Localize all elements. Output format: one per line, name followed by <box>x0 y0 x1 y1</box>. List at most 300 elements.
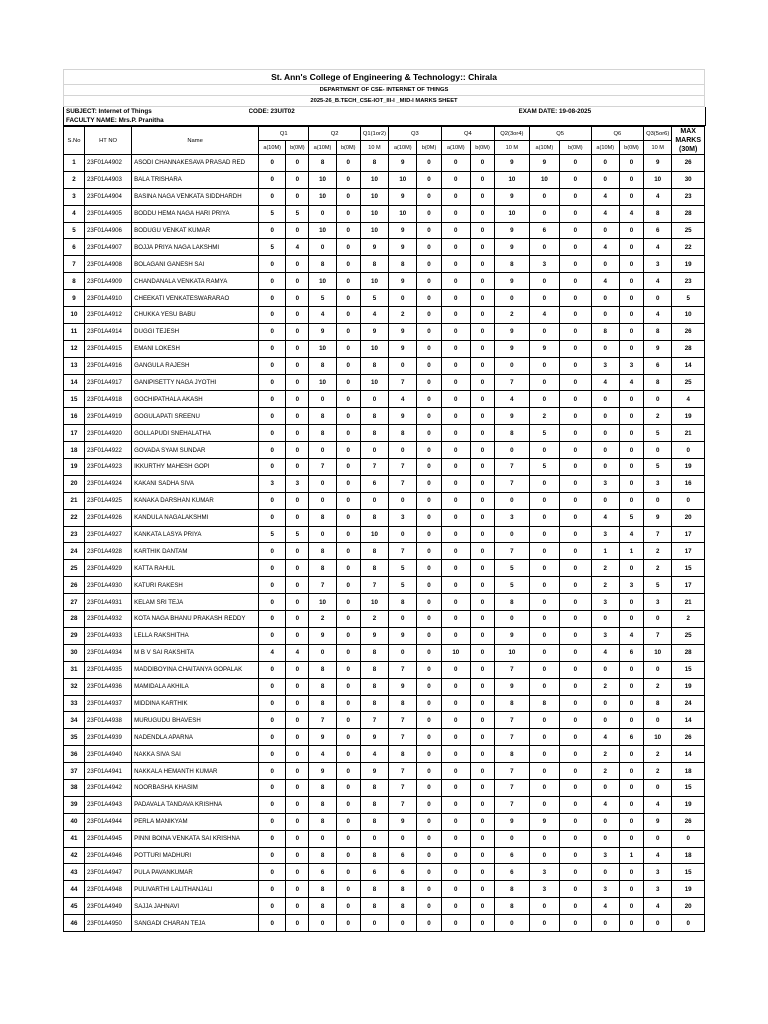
mark-cell: 0 <box>529 796 559 813</box>
mark-cell: 3 <box>619 577 643 594</box>
table-row <box>64 881 705 898</box>
mark-cell: 0 <box>495 830 530 847</box>
mark-cell: 0 <box>259 864 286 881</box>
mark-cell: 8 <box>389 594 417 611</box>
mark-cell: 8 <box>309 847 336 864</box>
table-row <box>64 239 705 256</box>
mark-cell: 0 <box>336 475 360 492</box>
sno-cell: 33 <box>64 695 85 712</box>
mark-cell: 3 <box>286 475 309 492</box>
mark-cell: 0 <box>591 391 619 408</box>
mark-cell: 10 <box>309 374 336 391</box>
mark-cell: 0 <box>529 509 559 526</box>
mark-cell: 0 <box>470 796 494 813</box>
mark-cell: 0 <box>441 290 470 307</box>
student-name-cell: MAMIDALA AKHILA <box>132 678 259 695</box>
mark-cell: 6 <box>529 222 559 239</box>
mark-cell: 0 <box>336 391 360 408</box>
sno-cell: 14 <box>64 374 85 391</box>
mark-cell: 0 <box>619 779 643 796</box>
mark-cell: 8 <box>644 374 672 391</box>
mark-cell: 0 <box>529 391 559 408</box>
mark-cell: 6 <box>360 475 388 492</box>
sno-cell: 3 <box>64 188 85 205</box>
mark-cell: 4 <box>286 239 309 256</box>
student-name-cell: KELAM SRI TEJA <box>132 594 259 611</box>
mark-cell: 0 <box>286 560 309 577</box>
mark-cell: 0 <box>441 678 470 695</box>
mark-cell: 0 <box>619 155 643 172</box>
mark-cell: 8 <box>360 357 388 374</box>
mark-cell: 0 <box>619 763 643 780</box>
mark-cell: 7 <box>495 661 530 678</box>
mark-cell: 0 <box>259 391 286 408</box>
mark-cell: 0 <box>259 374 286 391</box>
mark-cell: 9 <box>495 340 530 357</box>
mark-cell: 0 <box>336 779 360 796</box>
sno-cell: 5 <box>64 222 85 239</box>
mark-cell: 10 <box>309 188 336 205</box>
mark-cell: 0 <box>560 847 591 864</box>
col-sno: S.No <box>64 127 85 155</box>
table-row <box>64 425 705 442</box>
mark-cell: 0 <box>470 155 494 172</box>
mark-cell: 9 <box>360 763 388 780</box>
sno-cell: 16 <box>64 408 85 425</box>
mark-cell: 0 <box>441 509 470 526</box>
mark-cell: 2 <box>360 611 388 628</box>
col-q2-b: b(0M) <box>336 141 360 155</box>
mark-cell: 6 <box>389 864 417 881</box>
exam-line: 2025-26_B.TECH_CSE-IOT_III-I _MID-I MARKS SHEET <box>64 96 705 107</box>
total-marks-cell: 19 <box>672 796 705 813</box>
student-name-cell: PADAVALA TANDAVA KRISHNA <box>132 796 259 813</box>
sno-cell: 25 <box>64 560 85 577</box>
mark-cell: 0 <box>470 898 494 915</box>
mark-cell: 9 <box>389 813 417 830</box>
mark-cell: 3 <box>591 357 619 374</box>
mark-cell: 8 <box>309 678 336 695</box>
mark-cell: 8 <box>360 543 388 560</box>
mark-cell: 0 <box>619 881 643 898</box>
sno-cell: 32 <box>64 678 85 695</box>
mark-cell: 0 <box>495 492 530 509</box>
mark-cell: 0 <box>441 746 470 763</box>
student-name-cell: NOORBASHA KHASIM <box>132 779 259 796</box>
mark-cell: 7 <box>389 729 417 746</box>
mark-cell: 0 <box>560 881 591 898</box>
mark-cell: 0 <box>417 779 441 796</box>
mark-cell: 0 <box>286 408 309 425</box>
htno-cell: 23F01A4950 <box>84 915 131 932</box>
mark-cell: 10 <box>309 273 336 290</box>
sno-cell: 19 <box>64 459 85 476</box>
col-q1or2-total: 10 M <box>360 141 388 155</box>
mark-cell: 0 <box>529 678 559 695</box>
student-name-cell: BOJJA PRIYA NAGA LAKSHMI <box>132 239 259 256</box>
sno-cell: 4 <box>64 205 85 222</box>
mark-cell: 8 <box>360 898 388 915</box>
mark-cell: 9 <box>495 323 530 340</box>
mark-cell: 0 <box>470 779 494 796</box>
mark-cell: 0 <box>591 290 619 307</box>
col-q4-b: b(0M) <box>470 141 494 155</box>
student-name-cell: KATURI RAKESH <box>132 577 259 594</box>
mark-cell: 0 <box>286 779 309 796</box>
table-row <box>64 695 705 712</box>
mark-cell: 0 <box>417 492 441 509</box>
mark-cell: 8 <box>360 796 388 813</box>
table-row <box>64 340 705 357</box>
mark-cell: 0 <box>259 611 286 628</box>
mark-cell: 0 <box>470 712 494 729</box>
mark-cell: 0 <box>259 408 286 425</box>
sno-cell: 30 <box>64 644 85 661</box>
col-q6-a: a(10M) <box>591 141 619 155</box>
table-row <box>64 256 705 273</box>
mark-cell: 4 <box>644 796 672 813</box>
mark-cell: 0 <box>591 155 619 172</box>
table-row <box>64 644 705 661</box>
student-name-cell: GOLLAPUDI SNEHALATHA <box>132 425 259 442</box>
mark-cell: 0 <box>591 611 619 628</box>
mark-cell: 8 <box>360 560 388 577</box>
mark-cell: 0 <box>560 678 591 695</box>
mark-cell: 0 <box>619 915 643 932</box>
mark-cell: 0 <box>417 712 441 729</box>
table-row <box>64 459 705 476</box>
mark-cell: 0 <box>286 796 309 813</box>
sno-cell: 23 <box>64 526 85 543</box>
mark-cell: 0 <box>529 644 559 661</box>
mark-cell: 0 <box>560 779 591 796</box>
mark-cell: 0 <box>417 898 441 915</box>
mark-cell: 0 <box>591 408 619 425</box>
mark-cell: 2 <box>644 746 672 763</box>
total-marks-cell: 21 <box>672 594 705 611</box>
mark-cell: 8 <box>309 155 336 172</box>
mark-cell: 8 <box>309 560 336 577</box>
mark-cell: 4 <box>309 746 336 763</box>
sno-cell: 42 <box>64 847 85 864</box>
mark-cell: 9 <box>529 340 559 357</box>
mark-cell: 0 <box>417 594 441 611</box>
mark-cell: 4 <box>619 205 643 222</box>
mark-cell: 0 <box>441 594 470 611</box>
mark-cell: 8 <box>389 881 417 898</box>
mark-cell: 0 <box>259 323 286 340</box>
mark-cell: 0 <box>560 391 591 408</box>
mark-cell: 0 <box>417 627 441 644</box>
mark-cell: 0 <box>560 239 591 256</box>
col-htno: HT NO <box>84 127 131 155</box>
mark-cell: 0 <box>336 239 360 256</box>
mark-cell: 0 <box>286 273 309 290</box>
mark-cell: 0 <box>529 290 559 307</box>
mark-cell: 0 <box>441 408 470 425</box>
mark-cell: 0 <box>417 442 441 459</box>
mark-cell: 0 <box>591 442 619 459</box>
student-name-cell: PULIVARTHI LALITHANJALI <box>132 881 259 898</box>
mark-cell: 0 <box>470 222 494 239</box>
mark-cell: 7 <box>309 577 336 594</box>
mark-cell: 2 <box>591 577 619 594</box>
mark-cell: 0 <box>529 357 559 374</box>
marks-table <box>63 126 705 932</box>
mark-cell: 0 <box>560 661 591 678</box>
sno-cell: 40 <box>64 813 85 830</box>
mark-cell: 4 <box>644 239 672 256</box>
sno-cell: 13 <box>64 357 85 374</box>
mark-cell: 0 <box>470 661 494 678</box>
mark-cell: 0 <box>619 256 643 273</box>
mark-cell: 9 <box>495 813 530 830</box>
mark-cell: 0 <box>529 627 559 644</box>
htno-cell: 23F01A4937 <box>84 695 131 712</box>
mark-cell: 0 <box>470 425 494 442</box>
mark-cell: 3 <box>389 509 417 526</box>
mark-cell: 0 <box>259 188 286 205</box>
mark-cell: 10 <box>360 205 388 222</box>
student-name-cell: MURUGUDU BHAVESH <box>132 712 259 729</box>
col-q3-b: b(0M) <box>417 141 441 155</box>
mark-cell: 8 <box>360 813 388 830</box>
mark-cell: 0 <box>336 678 360 695</box>
mark-cell: 0 <box>591 915 619 932</box>
table-row <box>64 577 705 594</box>
mark-cell: 0 <box>417 864 441 881</box>
sno-cell: 46 <box>64 915 85 932</box>
mark-cell: 0 <box>470 205 494 222</box>
mark-cell: 0 <box>495 290 530 307</box>
htno-cell: 23F01A4924 <box>84 475 131 492</box>
sno-cell: 6 <box>64 239 85 256</box>
mark-cell: 8 <box>360 509 388 526</box>
mark-cell: 6 <box>619 644 643 661</box>
mark-cell: 0 <box>619 171 643 188</box>
mark-cell: 0 <box>336 171 360 188</box>
student-name-cell: SAJJA JAHNAVI <box>132 898 259 915</box>
mark-cell: 0 <box>286 442 309 459</box>
mark-cell: 0 <box>441 307 470 324</box>
mark-cell: 8 <box>360 847 388 864</box>
mark-cell: 0 <box>286 830 309 847</box>
mark-cell: 0 <box>417 678 441 695</box>
col-q3: Q3 <box>389 127 441 141</box>
mark-cell: 0 <box>591 695 619 712</box>
mark-cell: 0 <box>360 442 388 459</box>
mark-cell: 0 <box>389 357 417 374</box>
total-marks-cell: 0 <box>672 442 705 459</box>
mark-cell: 0 <box>591 813 619 830</box>
student-name-cell: GOGULAPATI SREENU <box>132 408 259 425</box>
htno-cell: 23F01A4936 <box>84 678 131 695</box>
htno-cell: 23F01A4914 <box>84 323 131 340</box>
mark-cell: 0 <box>591 864 619 881</box>
mark-cell: 0 <box>286 155 309 172</box>
col-q2-a: a(10M) <box>309 141 336 155</box>
mark-cell: 10 <box>309 171 336 188</box>
mark-cell: 0 <box>470 239 494 256</box>
mark-cell: 0 <box>417 475 441 492</box>
col-q2or4-total: 10 M <box>495 141 530 155</box>
mark-cell: 0 <box>336 205 360 222</box>
mark-cell: 8 <box>495 746 530 763</box>
mark-cell: 0 <box>529 442 559 459</box>
mark-cell: 7 <box>495 763 530 780</box>
table-row <box>64 543 705 560</box>
mark-cell: 3 <box>259 475 286 492</box>
mark-cell: 7 <box>389 661 417 678</box>
htno-cell: 23F01A4933 <box>84 627 131 644</box>
mark-cell: 0 <box>441 475 470 492</box>
mark-cell: 4 <box>619 627 643 644</box>
student-name-cell: NADENDLA APARNA <box>132 729 259 746</box>
mark-cell: 0 <box>417 543 441 560</box>
table-row <box>64 729 705 746</box>
mark-cell: 0 <box>259 627 286 644</box>
mark-cell: 10 <box>644 729 672 746</box>
mark-cell: 0 <box>529 560 559 577</box>
mark-cell: 0 <box>417 509 441 526</box>
mark-cell: 0 <box>560 644 591 661</box>
mark-cell: 0 <box>644 611 672 628</box>
mark-cell: 0 <box>560 796 591 813</box>
total-marks-cell: 26 <box>672 323 705 340</box>
mark-cell: 0 <box>259 492 286 509</box>
mark-cell: 0 <box>417 813 441 830</box>
total-marks-cell: 0 <box>672 492 705 509</box>
mark-cell: 0 <box>309 915 336 932</box>
mark-cell: 9 <box>495 239 530 256</box>
col-q1-b: b(0M) <box>286 141 309 155</box>
mark-cell: 9 <box>644 155 672 172</box>
mark-cell: 0 <box>336 695 360 712</box>
table-row <box>64 222 705 239</box>
col-q5-a: a(10M) <box>529 141 559 155</box>
mark-cell: 0 <box>336 290 360 307</box>
mark-cell: 0 <box>336 627 360 644</box>
mark-cell: 3 <box>529 256 559 273</box>
mark-cell: 0 <box>529 661 559 678</box>
mark-cell: 0 <box>560 729 591 746</box>
mark-cell: 4 <box>591 188 619 205</box>
code-label: CODE: 23UIT02 <box>248 108 295 115</box>
mark-cell: 8 <box>309 898 336 915</box>
mark-cell: 7 <box>309 459 336 476</box>
mark-cell: 10 <box>441 644 470 661</box>
mark-cell: 9 <box>389 222 417 239</box>
mark-cell: 4 <box>360 746 388 763</box>
mark-cell: 3 <box>591 594 619 611</box>
mark-cell: 8 <box>360 425 388 442</box>
mark-cell: 10 <box>360 340 388 357</box>
htno-cell: 23F01A4938 <box>84 712 131 729</box>
student-name-cell: CHEEKATI VENKATESWARARAO <box>132 290 259 307</box>
mark-cell: 10 <box>360 188 388 205</box>
mark-cell: 4 <box>619 374 643 391</box>
mark-cell: 7 <box>495 796 530 813</box>
mark-cell: 0 <box>591 661 619 678</box>
mark-cell: 9 <box>495 273 530 290</box>
table-row <box>64 273 705 290</box>
mark-cell: 0 <box>417 391 441 408</box>
total-marks-cell: 5 <box>672 290 705 307</box>
total-marks-cell: 23 <box>672 273 705 290</box>
student-name-cell: KOTA NAGA BHANU PRAKASH REDDY <box>132 611 259 628</box>
mark-cell: 0 <box>417 577 441 594</box>
mark-cell: 5 <box>644 577 672 594</box>
max-label-2: MARKS <box>675 137 701 144</box>
mark-cell: 0 <box>470 391 494 408</box>
mark-cell: 0 <box>591 712 619 729</box>
mark-cell: 0 <box>560 763 591 780</box>
mark-cell: 0 <box>336 594 360 611</box>
mark-cell: 0 <box>259 813 286 830</box>
mark-cell: 0 <box>644 779 672 796</box>
mark-cell: 4 <box>495 391 530 408</box>
mark-cell: 0 <box>470 560 494 577</box>
mark-cell: 0 <box>286 746 309 763</box>
mark-cell: 0 <box>360 492 388 509</box>
mark-cell: 0 <box>286 712 309 729</box>
mark-cell: 0 <box>309 239 336 256</box>
mark-cell: 9 <box>389 239 417 256</box>
mark-cell: 0 <box>417 222 441 239</box>
student-name-cell: SANGADI CHARAN TEJA <box>132 915 259 932</box>
table-row <box>64 442 705 459</box>
htno-cell: 23F01A4926 <box>84 509 131 526</box>
mark-cell: 8 <box>309 695 336 712</box>
mark-cell: 0 <box>336 340 360 357</box>
mark-cell: 8 <box>360 661 388 678</box>
mark-cell: 0 <box>644 661 672 678</box>
mark-cell: 0 <box>560 594 591 611</box>
mark-cell: 10 <box>495 171 530 188</box>
mark-cell: 0 <box>336 357 360 374</box>
mark-cell: 7 <box>360 577 388 594</box>
mark-cell: 0 <box>441 273 470 290</box>
mark-cell: 7 <box>389 475 417 492</box>
mark-cell: 0 <box>259 560 286 577</box>
mark-cell: 0 <box>470 492 494 509</box>
col-q4-a: a(10M) <box>441 141 470 155</box>
mark-cell: 0 <box>336 188 360 205</box>
mark-cell: 2 <box>389 307 417 324</box>
mark-cell: 0 <box>417 171 441 188</box>
mark-cell: 0 <box>529 492 559 509</box>
htno-cell: 23F01A4935 <box>84 661 131 678</box>
sno-cell: 27 <box>64 594 85 611</box>
mark-cell: 6 <box>644 357 672 374</box>
mark-cell: 9 <box>389 155 417 172</box>
mark-cell: 0 <box>619 307 643 324</box>
mark-cell: 0 <box>417 408 441 425</box>
mark-cell: 0 <box>619 239 643 256</box>
mark-cell: 2 <box>495 307 530 324</box>
mark-cell: 1 <box>619 543 643 560</box>
mark-cell: 0 <box>619 475 643 492</box>
mark-cell: 0 <box>441 171 470 188</box>
mark-cell: 3 <box>529 881 559 898</box>
mark-cell: 0 <box>470 729 494 746</box>
mark-cell: 8 <box>495 594 530 611</box>
mark-cell: 0 <box>619 560 643 577</box>
mark-cell: 0 <box>441 222 470 239</box>
mark-cell: 0 <box>560 475 591 492</box>
mark-cell: 0 <box>560 611 591 628</box>
sno-cell: 37 <box>64 763 85 780</box>
